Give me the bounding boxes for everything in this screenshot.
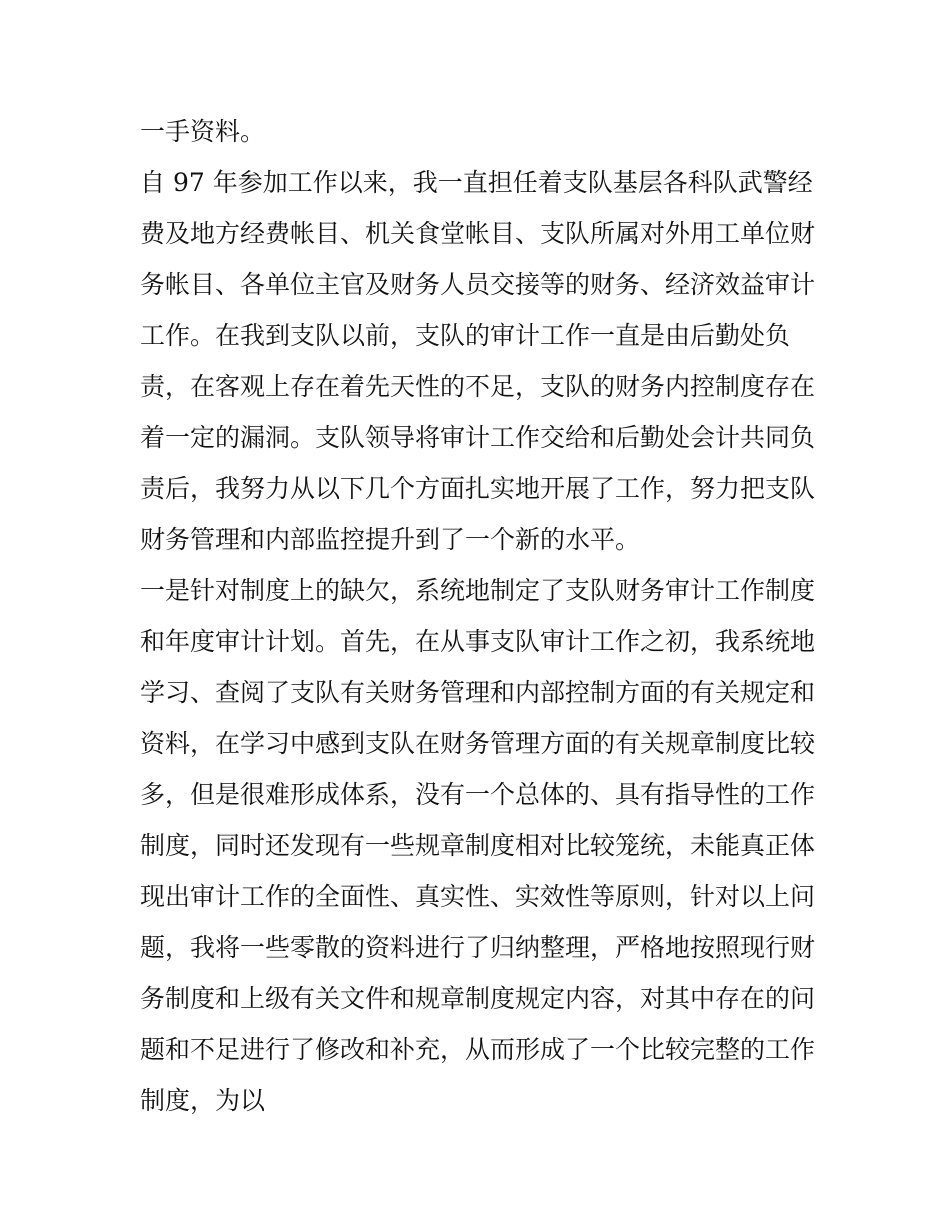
text-line: 题，我将一些零散的资料进行了归纳整理，严格地按照现行财 <box>140 933 816 962</box>
text-line: 学习、查阅了支队有关财务管理和内部控制方面的有关规定和 <box>140 678 816 707</box>
text-line: 和年度审计计划。首先，在从事支队审计工作之初，我系统地 <box>140 627 816 656</box>
text-line: 多，但是很难形成体系，没有一个总体的、具有指导性的工作 <box>140 780 816 809</box>
text-line: 责后，我努力从以下几个方面扎实地开展了工作，努力把支队 <box>140 474 816 503</box>
text-line: 工作。在我到支队以前，支队的审计工作一直是由后勤处负 <box>140 321 791 350</box>
text-line: 着一定的漏洞。支队领导将审计工作交给和后勤处会计共同负 <box>140 423 816 452</box>
text-line: 现出审计工作的全面性、真实性、实效性等原则，针对以上问 <box>140 882 816 911</box>
text-line: 务制度和上级有关文件和规章制度规定内容，对其中存在的问 <box>140 984 816 1013</box>
text-line: 费及地方经费帐目、机关食堂帐目、支队所属对外用工单位财 <box>140 219 816 248</box>
text-line: 责，在客观上存在着先天性的不足，支队的财务内控制度存在 <box>140 372 816 401</box>
text-line: 资料，在学习中感到支队在财务管理方面的有关规章制度比较 <box>140 729 816 758</box>
body-text <box>140 106 820 1126</box>
text-line: 题和不足进行了修改和补充，从而形成了一个比较完整的工作 <box>140 1035 816 1064</box>
text-line: 财务管理和内部监控提升到了一个新的水平。 <box>140 525 641 554</box>
text-line: 一手资料。 <box>140 117 266 146</box>
text-line: 一是针对制度上的缺欠，系统地制定了支队财务审计工作制度 <box>140 576 816 605</box>
text-line: 制度，同时还发现有一些规章制度相对比较笼统，未能真正体 <box>140 831 816 860</box>
text-line: 务帐目、各单位主官及财务人员交接等的财务、经济效益审计 <box>140 270 816 299</box>
text-line: 自 97 年参加工作以来，我一直担任着支队基层各科队武警经 <box>140 168 813 197</box>
text-line: 制度，为以 <box>140 1086 266 1115</box>
